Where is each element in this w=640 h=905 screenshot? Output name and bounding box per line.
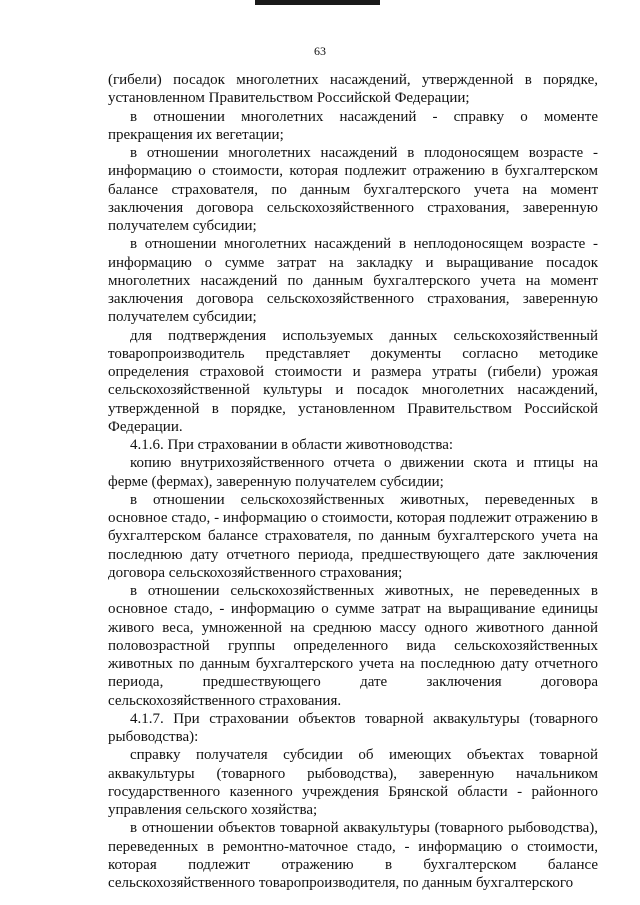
paragraph: в отношении многолетних насаждений в неплодоносящем возрасте - информацию о сумме затрат на закладку и выращивание посадок многолетних насаждений по данным бухгалтерского учета на момент заключения договора сельскохозяйственного страхования, заверенную получателем субсидии;	[108, 236, 598, 326]
paragraph: для подтверждения используемых данных сельскохозяйственный товаропроизводитель представляет документы согласно методике определения страховой стоимости и размера утраты (гибели) урожая сельскохозяйственной культуры и посадок многолетних насаждений, утвержденной в порядке, установленном Правительством Российской Федерации.	[108, 327, 598, 435]
section-heading: 4.1.6. При страховании в области животноводства:	[130, 437, 454, 453]
paragraph: справку получателя субсидии об имеющих объектах товарной аквакультуры (товарного рыбоводства), заверенную начальником государственного казенного учреждения Брянской области - районного управления сельского хозяйства;	[108, 747, 598, 818]
paragraph: копию внутрихозяйственного отчета о движении скота и птицы на ферме (фермах), заверенную получателем субсидии;	[108, 455, 598, 490]
document-body	[108, 71, 598, 892]
paragraph: в отношении многолетних насаждений в плодоносящем возрасте - информацию о стоимости, которая подлежит отражению в бухгалтерском балансе страхователя, по данным бухгалтерского учета на момент заключения договора сельскохозяйственного страхования, заверенную получателем субсидии;	[108, 145, 598, 234]
paragraph: (гибели) посадок многолетних насаждений, утвержденной в порядке, установленном Правительством Российской Федерации;	[108, 72, 598, 107]
section-heading: 4.1.7. При страховании объектов товарной аквакультуры (товарного рыбоводства):	[108, 710, 598, 745]
paragraph: в отношении сельскохозяйственных животных, не переведенных в основное стадо, - информацию о сумме затрат на выращивание единицы живого веса, умноженной на среднюю массу одного животного данной половозрастной группы определенного вида сельскохозяйственных животных по данным бухгалтерского учета на последнюю дату отчетного периода, предшествующего дате заключения договора сельскохозяйственного страхования.	[108, 583, 598, 709]
page-number: 63	[314, 44, 326, 58]
paragraph: в отношении объектов товарной аквакультуры (товарного рыбоводства), переведенных в ремонтно-маточное стадо, - информацию о стоимости, которая подлежит отражению в бухгалтерском балансе сельскохозяйственного товаропроизводителя, по данным бухгалтерского	[108, 820, 598, 891]
paragraph: в отношении сельскохозяйственных животных, переведенных в основное стадо, - информацию о стоимости, которая подлежит отражению в бухгалтерском балансе страхователя, по данным бухгалтерского учета на последнюю дату отчетного периода, предшествующего дате заключения договора сельскохозяйственного страхования;	[108, 491, 598, 581]
paragraph: в отношении многолетних насаждений - справку о моменте прекращения их вегетации;	[108, 108, 598, 143]
top-rule	[255, 0, 380, 5]
